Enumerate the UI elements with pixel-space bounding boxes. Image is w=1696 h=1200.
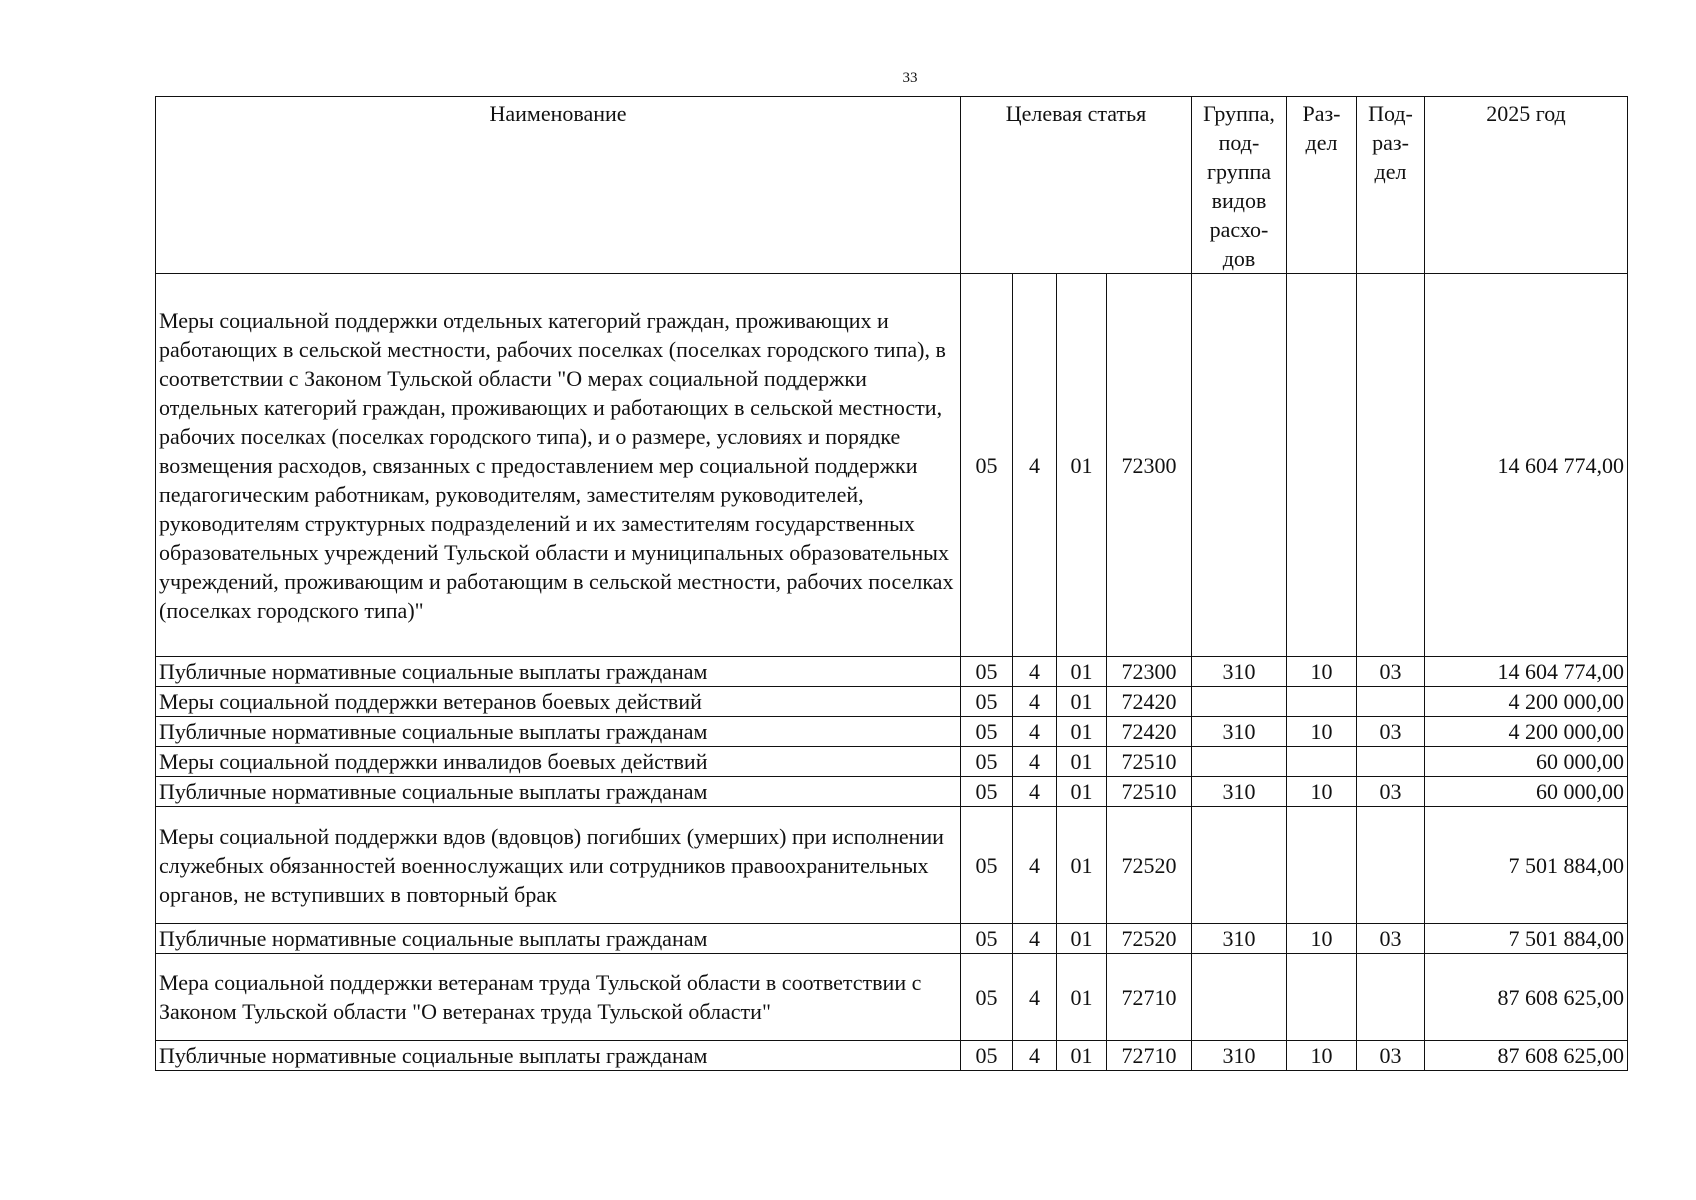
subsection (1357, 954, 1425, 1041)
code-main-activity: 01 (1057, 777, 1107, 807)
section: 10 (1287, 657, 1357, 687)
code-subprogram: 4 (1013, 274, 1057, 657)
amount-2025: 7 501 884,00 (1425, 924, 1628, 954)
row-name: Мера социальной поддержки ветеранам труда Тульской области в соответствии с Законом Тульской области "О ветеранах труда Тульской области" (156, 954, 961, 1041)
code-direction: 72710 (1107, 954, 1192, 1041)
amount-2025: 60 000,00 (1425, 777, 1628, 807)
header-subsection: Под- раз- дел (1357, 97, 1425, 274)
code-subprogram: 4 (1013, 807, 1057, 924)
expense-group: 310 (1192, 777, 1287, 807)
code-program: 05 (961, 954, 1013, 1041)
expense-group: 310 (1192, 657, 1287, 687)
table-row (156, 924, 1628, 954)
expense-group: 310 (1192, 717, 1287, 747)
code-main-activity: 01 (1057, 687, 1107, 717)
code-subprogram: 4 (1013, 924, 1057, 954)
row-name: Публичные нормативные социальные выплаты гражданам (156, 777, 961, 807)
code-subprogram: 4 (1013, 777, 1057, 807)
amount-2025: 4 200 000,00 (1425, 717, 1628, 747)
code-program: 05 (961, 747, 1013, 777)
code-subprogram: 4 (1013, 687, 1057, 717)
code-program: 05 (961, 1041, 1013, 1071)
row-name: Меры социальной поддержки ветеранов боевых действий (156, 687, 961, 717)
code-main-activity: 01 (1057, 954, 1107, 1041)
section: 10 (1287, 777, 1357, 807)
section: 10 (1287, 1041, 1357, 1071)
code-direction: 72300 (1107, 657, 1192, 687)
row-name: Меры социальной поддержки вдов (вдовцов) погибших (умерших) при исполнении служебных обязанностей военнослужащих или сотрудников правоохранительных органов, не вступивших в повторный брак (156, 807, 961, 924)
header-name: Наименование (156, 97, 961, 274)
table-row (156, 777, 1628, 807)
section (1287, 807, 1357, 924)
expense-group: 310 (1192, 1041, 1287, 1071)
subsection: 03 (1357, 777, 1425, 807)
table-row (156, 807, 1628, 924)
page-number: 33 (902, 70, 918, 86)
table-row (156, 657, 1628, 687)
row-name: Публичные нормативные социальные выплаты гражданам (156, 657, 961, 687)
code-main-activity: 01 (1057, 807, 1107, 924)
code-program: 05 (961, 687, 1013, 717)
code-main-activity: 01 (1057, 717, 1107, 747)
row-name: Публичные нормативные социальные выплаты гражданам (156, 1041, 961, 1071)
code-direction: 72510 (1107, 777, 1192, 807)
code-direction: 72710 (1107, 1041, 1192, 1071)
expense-group (1192, 274, 1287, 657)
code-program: 05 (961, 717, 1013, 747)
header-year: 2025 год (1425, 97, 1628, 274)
code-subprogram: 4 (1013, 1041, 1057, 1071)
expense-group (1192, 747, 1287, 777)
code-subprogram: 4 (1013, 747, 1057, 777)
section (1287, 687, 1357, 717)
code-program: 05 (961, 777, 1013, 807)
amount-2025: 7 501 884,00 (1425, 807, 1628, 924)
table-row (156, 274, 1628, 657)
table-row (156, 1041, 1628, 1071)
subsection (1357, 274, 1425, 657)
subsection (1357, 807, 1425, 924)
amount-2025: 87 608 625,00 (1425, 1041, 1628, 1071)
code-subprogram: 4 (1013, 657, 1057, 687)
expense-group (1192, 687, 1287, 717)
header-row (156, 97, 1628, 274)
code-main-activity: 01 (1057, 274, 1107, 657)
header-expense-group: Группа, под- группа видов расхо- дов (1192, 97, 1287, 274)
subsection (1357, 687, 1425, 717)
subsection: 03 (1357, 1041, 1425, 1071)
code-direction: 72300 (1107, 274, 1192, 657)
section (1287, 954, 1357, 1041)
section: 10 (1287, 717, 1357, 747)
header-target-article: Целевая статья (961, 97, 1192, 274)
amount-2025: 60 000,00 (1425, 747, 1628, 777)
code-main-activity: 01 (1057, 1041, 1107, 1071)
code-program: 05 (961, 274, 1013, 657)
subsection: 03 (1357, 717, 1425, 747)
code-subprogram: 4 (1013, 717, 1057, 747)
code-direction: 72520 (1107, 807, 1192, 924)
table-row (156, 954, 1628, 1041)
table-row (156, 747, 1628, 777)
subsection: 03 (1357, 924, 1425, 954)
row-name: Публичные нормативные социальные выплаты гражданам (156, 717, 961, 747)
amount-2025: 14 604 774,00 (1425, 274, 1628, 657)
budget-table (155, 96, 1628, 1071)
section: 10 (1287, 924, 1357, 954)
code-subprogram: 4 (1013, 954, 1057, 1041)
section (1287, 274, 1357, 657)
expense-group (1192, 807, 1287, 924)
code-program: 05 (961, 924, 1013, 954)
subsection (1357, 747, 1425, 777)
row-name: Публичные нормативные социальные выплаты гражданам (156, 924, 961, 954)
expense-group: 310 (1192, 924, 1287, 954)
code-direction: 72420 (1107, 687, 1192, 717)
header-section: Раз- дел (1287, 97, 1357, 274)
amount-2025: 87 608 625,00 (1425, 954, 1628, 1041)
code-main-activity: 01 (1057, 747, 1107, 777)
row-name: Меры социальной поддержки инвалидов боевых действий (156, 747, 961, 777)
code-main-activity: 01 (1057, 924, 1107, 954)
table-row (156, 687, 1628, 717)
code-program: 05 (961, 657, 1013, 687)
amount-2025: 14 604 774,00 (1425, 657, 1628, 687)
code-direction: 72520 (1107, 924, 1192, 954)
subsection: 03 (1357, 657, 1425, 687)
code-direction: 72510 (1107, 747, 1192, 777)
code-main-activity: 01 (1057, 657, 1107, 687)
table-row (156, 717, 1628, 747)
code-direction: 72420 (1107, 717, 1192, 747)
row-name: Меры социальной поддержки отдельных категорий граждан, проживающих и работающих в сельской местности, рабочих поселках (поселках городского типа), в соответствии с Законом Тульской области "О мерах социальной поддержки отдельных категорий граждан, проживающих и работающих в сельской местности, рабочих поселках (поселках городского типа), и о размере, условиях и порядке возмещения расходов, связанных с предоставлением мер социальной поддержки педагогическим работникам, руководителям, заместителям руководителей, руководителям структурных подразделений и их заместителям государственных образовательных учреждений Тульской области и муниципальных образовательных учреждений, проживающим и работающим в сельской местности, рабочих поселках (поселках городского типа)" (156, 274, 961, 657)
code-program: 05 (961, 807, 1013, 924)
expense-group (1192, 954, 1287, 1041)
section (1287, 747, 1357, 777)
amount-2025: 4 200 000,00 (1425, 687, 1628, 717)
